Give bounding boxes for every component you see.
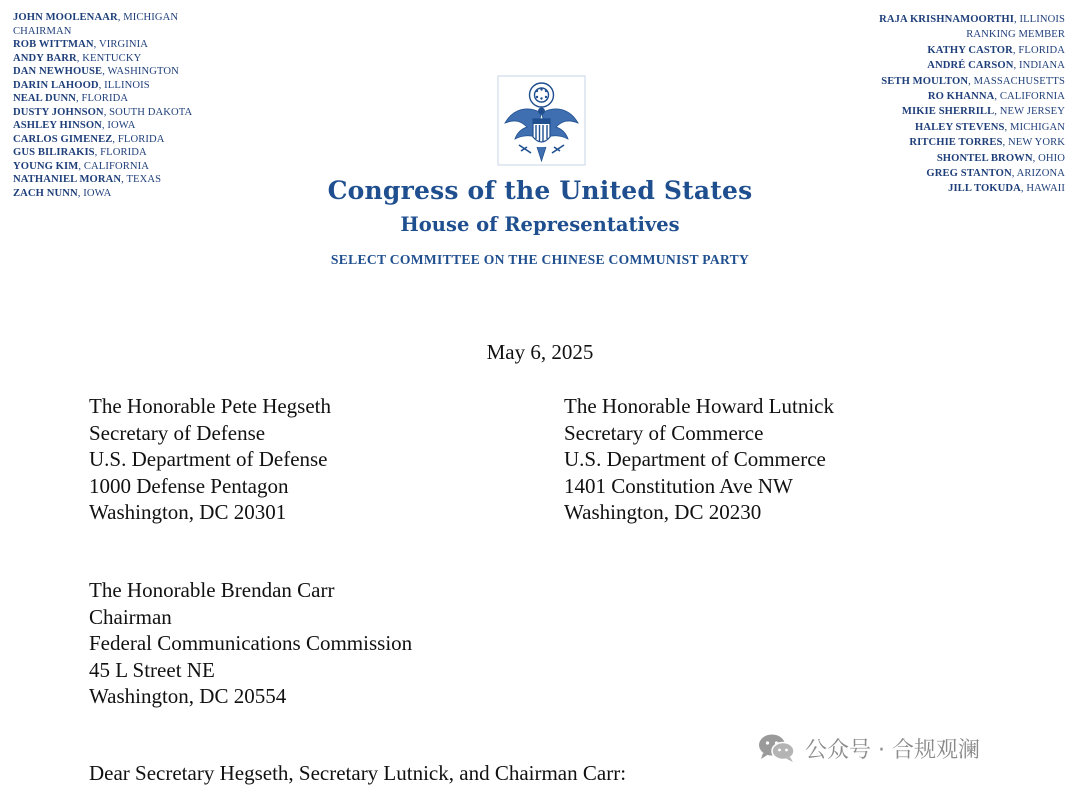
member-entry: SETH MOULTON, MASSACHUSETTS [881,75,1065,87]
member-entry: DAN NEWHOUSE, WASHINGTON [13,66,179,77]
member-entry: RANKING MEMBER [966,29,1065,41]
watermark-text: 公众号 · 合规观澜 [805,737,980,763]
member-entry: JILL TOKUDA, HAWAII [948,183,1065,195]
address-line: Washington, DC 20301 [89,500,287,524]
letterhead-house-title: House of Representatives [400,213,680,236]
address-line: Chairman [89,604,172,629]
committee-name: SELECT COMMITTEE ON THE CHINESE COMMUNIST PARTY [330,252,750,267]
member-entry: ROB WITTMAN, VIRGINIA [13,39,149,50]
recipient-address-lutnick [564,393,834,526]
member-entry: MIKIE SHERRILL, NEW JERSEY [901,106,1065,118]
member-entry: ASHLEY HINSON, IOWA [13,120,136,131]
member-entry: CHAIRMAN [13,25,72,37]
member-entry: SHONTEL BROWN, OHIO [936,152,1065,164]
address-line: The Honorable Howard Lutnick [564,394,834,418]
member-entry: ANDY BARR, KENTUCKY [13,52,142,64]
member-entry: KATHY CASTOR, FLORIDA [927,44,1065,56]
account-watermark [757,732,980,764]
member-entry: GUS BILIRAKIS, FLORIDA [13,147,147,158]
minority-members-list [879,12,1065,197]
address-line: 45 L Street NE [89,657,215,682]
member-entry: RITCHIE TORRES, NEW YORK [909,137,1065,149]
member-entry: HALEY STEVENS, MICHIGAN [915,121,1065,133]
address-line: Secretary of Commerce [564,420,764,445]
letter-salutation: Dear Secretary Hegseth, Secretary Lutnick, and Chairman Carr: [89,761,627,785]
address-line: U.S. Department of Commerce [564,447,826,471]
letter-date: May 6, 2025 [486,340,594,364]
member-entry: ANDRÉ CARSON, INDIANA [927,60,1065,72]
member-entry: JOHN MOOLENAAR, MICHIGAN [13,12,179,23]
member-entry: YOUNG KIM, CALIFORNIA [13,160,149,172]
member-entry: NATHANIEL MORAN, TEXAS [13,174,162,185]
address-line: Federal Communications Commission [89,631,413,655]
address-line: The Honorable Pete Hegseth [89,394,332,418]
address-line: 1000 Defense Pentagon [89,473,289,498]
member-entry: ZACH NUNN, IOWA [13,187,112,199]
address-line: U.S. Department of Defense [89,447,328,471]
recipient-address-carr [89,577,412,710]
wechat-icon [757,732,797,764]
member-entry: RAJA KRISHNAMOORTHI, ILLINOIS [879,14,1065,25]
eagle-seal-icon [497,75,586,166]
address-line: Washington, DC 20554 [89,684,287,708]
address-line: The Honorable Brendan Carr [89,578,335,602]
address-line: Washington, DC 20230 [564,500,762,524]
member-entry: DUSTY JOHNSON, SOUTH DAKOTA [13,106,193,118]
address-line: Secretary of Defense [89,420,266,445]
recipient-address-hegseth [89,393,331,526]
member-entry: CARLOS GIMENEZ, FLORIDA [13,133,165,145]
majority-members-list [13,11,192,200]
member-entry: RO KHANNA, CALIFORNIA [927,91,1065,103]
letterhead-congress-title: Congress of the United States [327,176,753,205]
member-entry: DARIN LAHOOD, ILLINOIS [13,79,150,91]
member-entry: GREG STANTON, ARIZONA [926,168,1065,180]
address-line: 1401 Constitution Ave NW [564,473,793,498]
member-entry: NEAL DUNN, FLORIDA [13,93,129,104]
